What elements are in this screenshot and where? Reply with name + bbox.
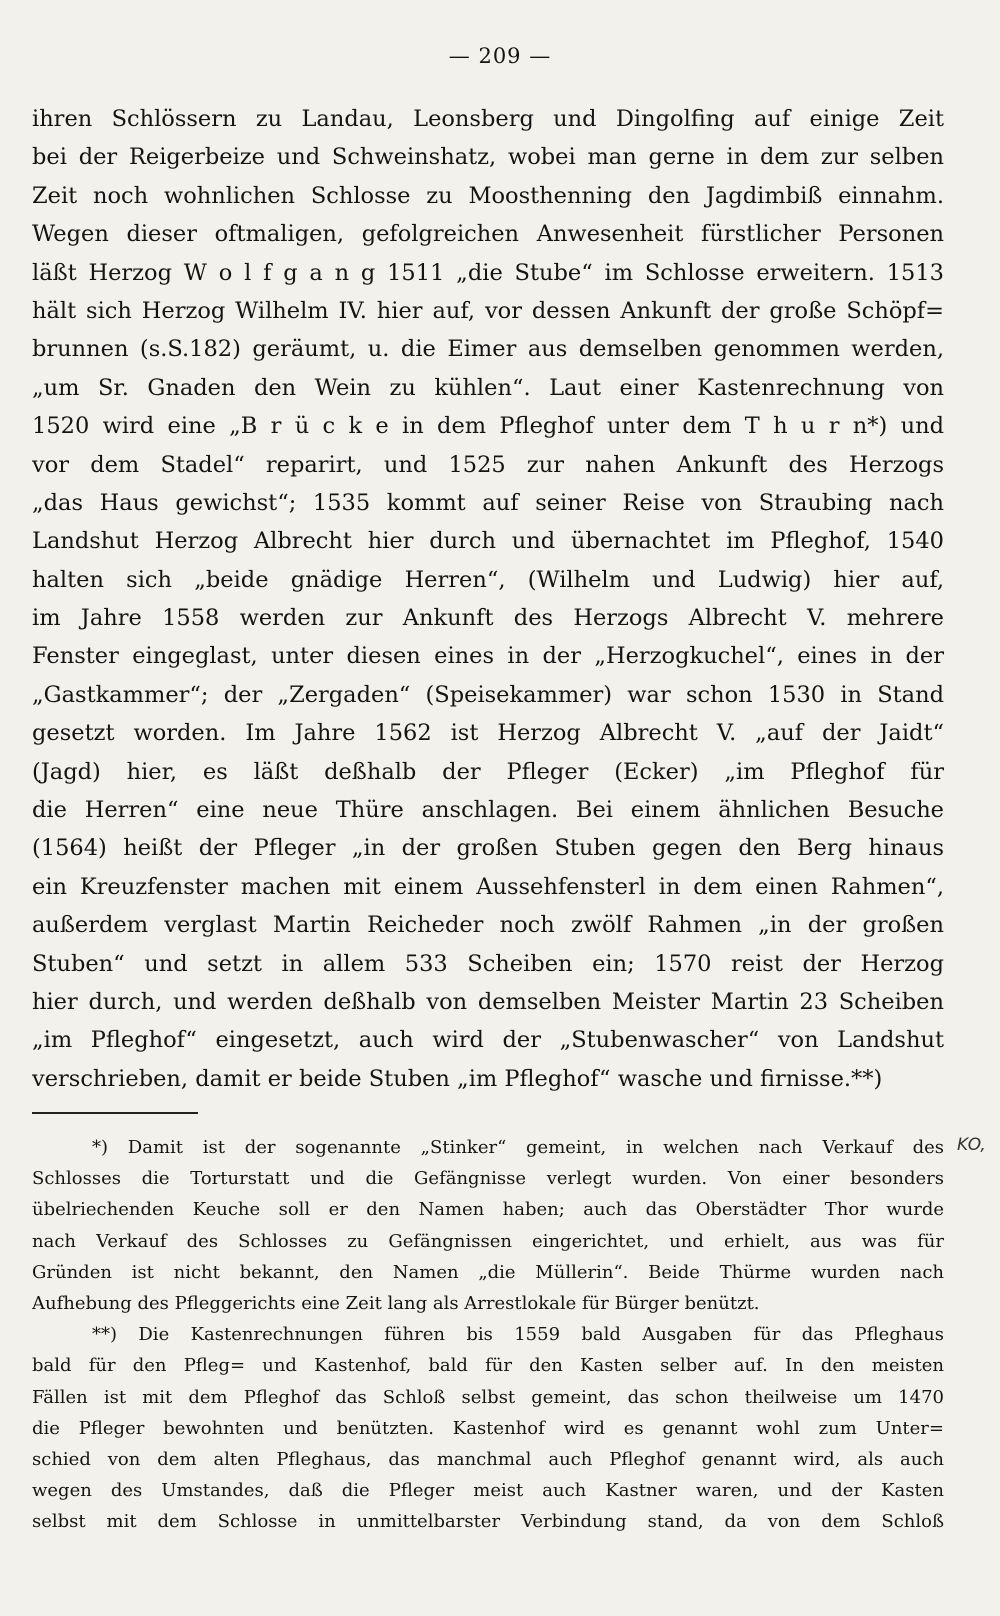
text-line: Landshut Herzog Albrecht hier durch und übernachtet im Pfleghof, 1540 (32, 528, 944, 555)
footnote-line: nach Verkauf des Schlosses zu Gefängnissen eingerichtet, und erhielt, aus was für (32, 1230, 944, 1252)
text-line: halten sich „beide gnädige Herren“, (Wilhelm und Ludwig) hier auf, (32, 566, 944, 593)
body-text (32, 100, 944, 1098)
text-line: „Gastkammer“; der „Zergaden“ (Speisekammer) war schon 1530 in Stand (32, 681, 944, 708)
footnote-line: übelriechenden Keuche soll er den Namen haben; auch das Oberstädter Thor wurde (32, 1199, 944, 1221)
footnote-line: *) Damit ist der sogenannte „Stinker“ gemeint, in welchen nach Verkauf des (92, 1137, 944, 1158)
text-line: außerdem verglast Martin Reicheder noch zwölf Rahmen „in der großen (32, 912, 944, 939)
text-line: gesetzt worden. Im Jahre 1562 ist Herzog Albrecht V. „auf der Jaidt“ (32, 720, 944, 747)
text-line: ein Kreuzfenster machen mit einem Aussehfensterl in dem einen Rahmen“, (32, 873, 944, 900)
page-number: — 209 — (448, 44, 552, 68)
text-line: bei der Reigerbeize und Schweinshatz, wobei man gerne in dem zur selben (32, 144, 944, 171)
text-line: „im Pfleghof“ eingesetzt, auch wird der „Stubenwascher“ von Landshut (32, 1027, 944, 1054)
text-line: „das Haus gewichst“; 1535 kommt auf seiner Reise von Straubing nach (32, 489, 944, 516)
text-line: verschrieben, damit er beide Stuben „im Pfleghof“ wasche und firnisse.**) (32, 1065, 883, 1092)
text-line: vor dem Stadel“ reparirt, und 1525 zur nahen Ankunft des Herzogs (32, 451, 944, 478)
text-line: brunnen (s.S.182) geräumt, u. die Eimer aus demselben genommen werden, (32, 336, 944, 363)
text-line: (Jagd) hier, es läßt deßhalb der Pfleger (Ecker) „im Pfleghof für (32, 758, 944, 785)
text-line: hier durch, und werden deßhalb von demselben Meister Martin 23 Scheiben (32, 988, 944, 1015)
text-line: läßt Herzog W o l f g a n g 1511 „die Stube“ im Schlosse erweitern. 1513 (32, 259, 944, 286)
footnote-line: Gründen ist nicht bekannt, den Namen „die Müllerin“. Beide Thürme wurden nach (32, 1261, 944, 1283)
footnote-line: schied von dem alten Pfleghaus, das manchmal auch Pfleghof genannt wird, als auch (32, 1448, 944, 1470)
footnote-line: Aufhebung des Pfleggerichts eine Zeit lang als Arrestlokale für Bürger benützt. (32, 1292, 760, 1314)
footnote-line: Schlosses die Torturstatt und die Gefängnisse verlegt wurden. Von einer besonders (32, 1168, 944, 1190)
text-line: im Jahre 1558 werden zur Ankunft des Herzogs Albrecht V. mehrere (32, 605, 944, 632)
text-line: Fenster eingeglast, unter diesen eines in der „Herzogkuchel“, eines in der (32, 643, 944, 670)
text-line: die Herren“ eine neue Thüre anschlagen. Bei einem ähnlichen Besuche (32, 797, 944, 824)
footnote-line: die Pfleger bewohnten und benützten. Kastenhof wird es genannt wohl zum Unter= (32, 1417, 944, 1439)
footnote-line: wegen des Umstandes, daß die Pfleger meist auch Kastner waren, und der Kasten (32, 1480, 944, 1502)
footnote-line: **) Die Kastenrechnungen führen bis 1559 bald Ausgaben für das Pfleghaus (92, 1324, 944, 1346)
footnotes (32, 1132, 944, 1537)
text-line: „um Sr. Gnaden den Wein zu kühlen“. Laut einer Kastenrechnung von (32, 374, 944, 401)
text-line: (1564) heißt der Pfleger „in der großen Stuben gegen den Berg hinaus (32, 835, 944, 862)
text-line: Wegen dieser oftmaligen, gefolgreichen Anwesenheit fürstlicher Personen (32, 221, 944, 248)
text-line: ihren Schlössern zu Landau, Leonsberg und Dingolfing auf einige Zeit (32, 106, 944, 132)
footnote-line: Fällen ist mit dem Pfleghof das Schloß selbst gemeint, das schon theilweise um 1470 (32, 1386, 944, 1408)
text-line: hält sich Herzog Wilhelm IV. hier auf, vor dessen Ankunft der große Schöpf= (32, 297, 944, 324)
text-line: 1520 wird eine „B r ü c k e in dem Pfleghof unter dem T h u r n*) und (32, 413, 944, 440)
footnote-line: bald für den Pfleg= und Kastenhof, bald für den Kasten selber auf. In den meisten (32, 1355, 944, 1377)
margin-annotation: KO, (957, 1135, 986, 1155)
text-line: Stuben“ und setzt in allem 533 Scheiben ein; 1570 reist der Herzog (32, 950, 944, 977)
text-line: Zeit noch wohnlichen Schlosse zu Moosthenning den Jagdimbiß einnahm. (32, 182, 944, 209)
footnote-line: selbst mit dem Schlosse in unmittelbarster Verbindung stand, da von dem Schloß (32, 1511, 944, 1533)
footnote-divider (32, 1112, 198, 1114)
